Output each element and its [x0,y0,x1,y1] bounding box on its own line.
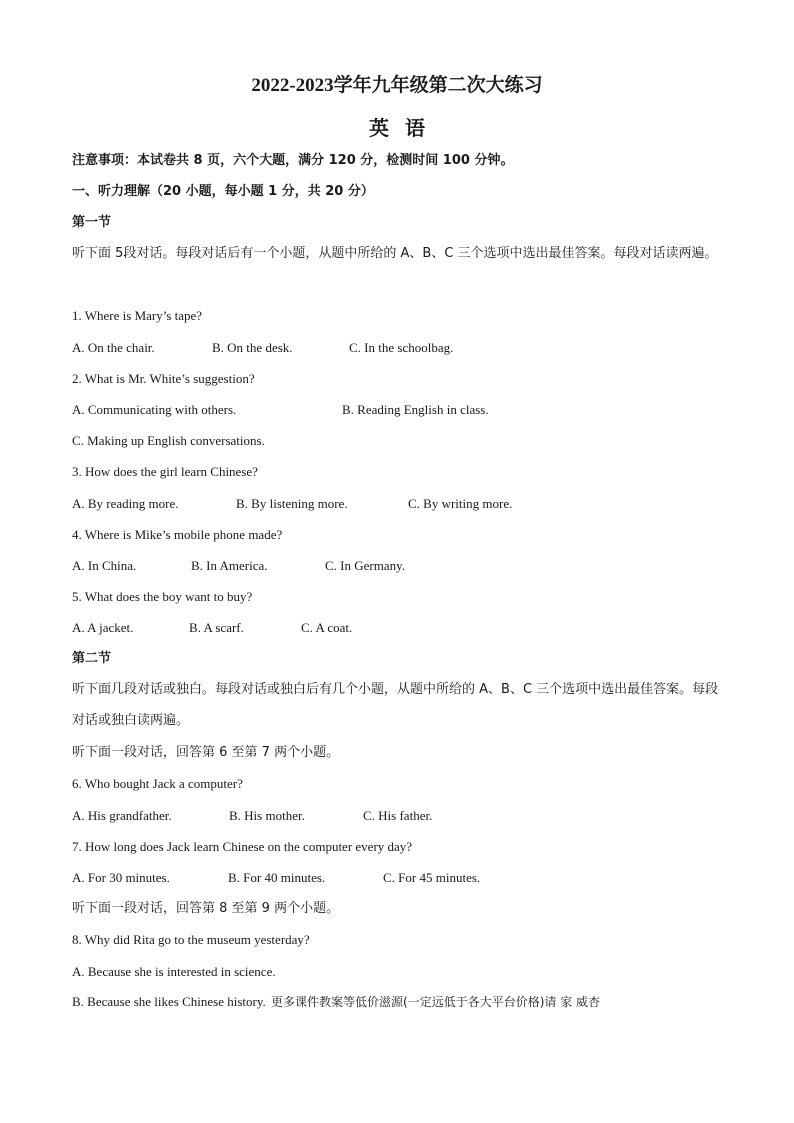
q5-option-c: C. A coat. [301,620,353,635]
section2-label: 第二节 [72,651,112,666]
dialog2-intro: 听下面一段对话，回答第 8 至第 9 两个小题。 [72,901,340,916]
question-8: 8. Why did Rita go to the museum yesterday? [72,932,310,947]
q3-option-a: A. By reading more. [72,496,179,511]
q1-option-b: B. On the desk. [212,340,293,355]
q2-option-a: A. Communicating with others. [72,402,237,417]
watermark-text: 更多课件教案等低价滋源(一定远低于各大平台价格)请 家 威杏 [271,995,601,1009]
q3-option-c: C. By writing more. [408,496,513,511]
q7-option-a: A. For 30 minutes. [72,870,170,885]
question-2: 2. What is Mr. White’s suggestion? [72,371,255,386]
q6-option-a: A. His grandfather. [72,808,172,823]
question-4: 4. Where is Mike’s mobile phone made? [72,527,283,542]
section1-instruction: 听下面 5段对话。每段对话后有一个小题，从题中所给的 A、B、C 三个选项中选出最佳答案。每段对话读两遍。 [72,246,718,261]
question-5: 5. What does the boy want to buy? [72,589,253,604]
q8-option-b-text: B. Because she likes Chinese history. [72,994,266,1009]
question-6: 6. Who bought Jack a computer? [72,776,243,791]
page-title: 2022-2023学年九年级第二次大练习 [251,75,543,96]
question-3: 3. How does the girl learn Chinese? [72,464,258,479]
section2-instruction: 听下面几段对话或独白。每段对话或独白后有几个小题，从题中所给的 A、B、C 三个选项中选出最佳答案。每段对话或独白读两遍。 [72,682,719,728]
q6-option-c: C. His father. [363,808,433,823]
q5-option-a: A. A jacket. [72,620,134,635]
part1-heading: 一、听力理解（20 小题，每小题 1 分，共 20 分） [72,184,374,199]
q1-option-a: A. On the chair. [72,340,155,355]
question-1: 1. Where is Mary’s tape? [72,308,203,323]
q2-option-c: C. Making up English conversations. [72,433,265,448]
section1-label: 第一节 [72,215,112,230]
q1-option-c: C. In the schoolbag. [349,340,454,355]
q5-option-b: B. A scarf. [189,620,244,635]
notice: 注意事项：本试卷共 8 页，六个大题，满分 120 分，检测时间 100 分钟。 [72,153,514,168]
q4-option-c: C. In Germany. [325,558,406,573]
q7-option-c: C. For 45 minutes. [383,870,481,885]
q8-option-a: A. Because she is interested in science. [72,964,276,979]
question-7: 7. How long does Jack learn Chinese on the computer every day? [72,839,413,854]
q4-option-b: B. In America. [191,558,268,573]
q3-option-b: B. By listening more. [236,496,348,511]
q4-option-a: A. In China. [72,558,137,573]
dialog1-intro: 听下面一段对话，回答第 6 至第 7 两个小题。 [72,745,340,760]
q7-option-b: B. For 40 minutes. [228,870,326,885]
subject-title: 英语 [369,118,441,140]
q2-option-b: B. Reading English in class. [342,402,489,417]
q8-option-b [72,993,600,1011]
q6-option-b: B. His mother. [229,808,305,823]
